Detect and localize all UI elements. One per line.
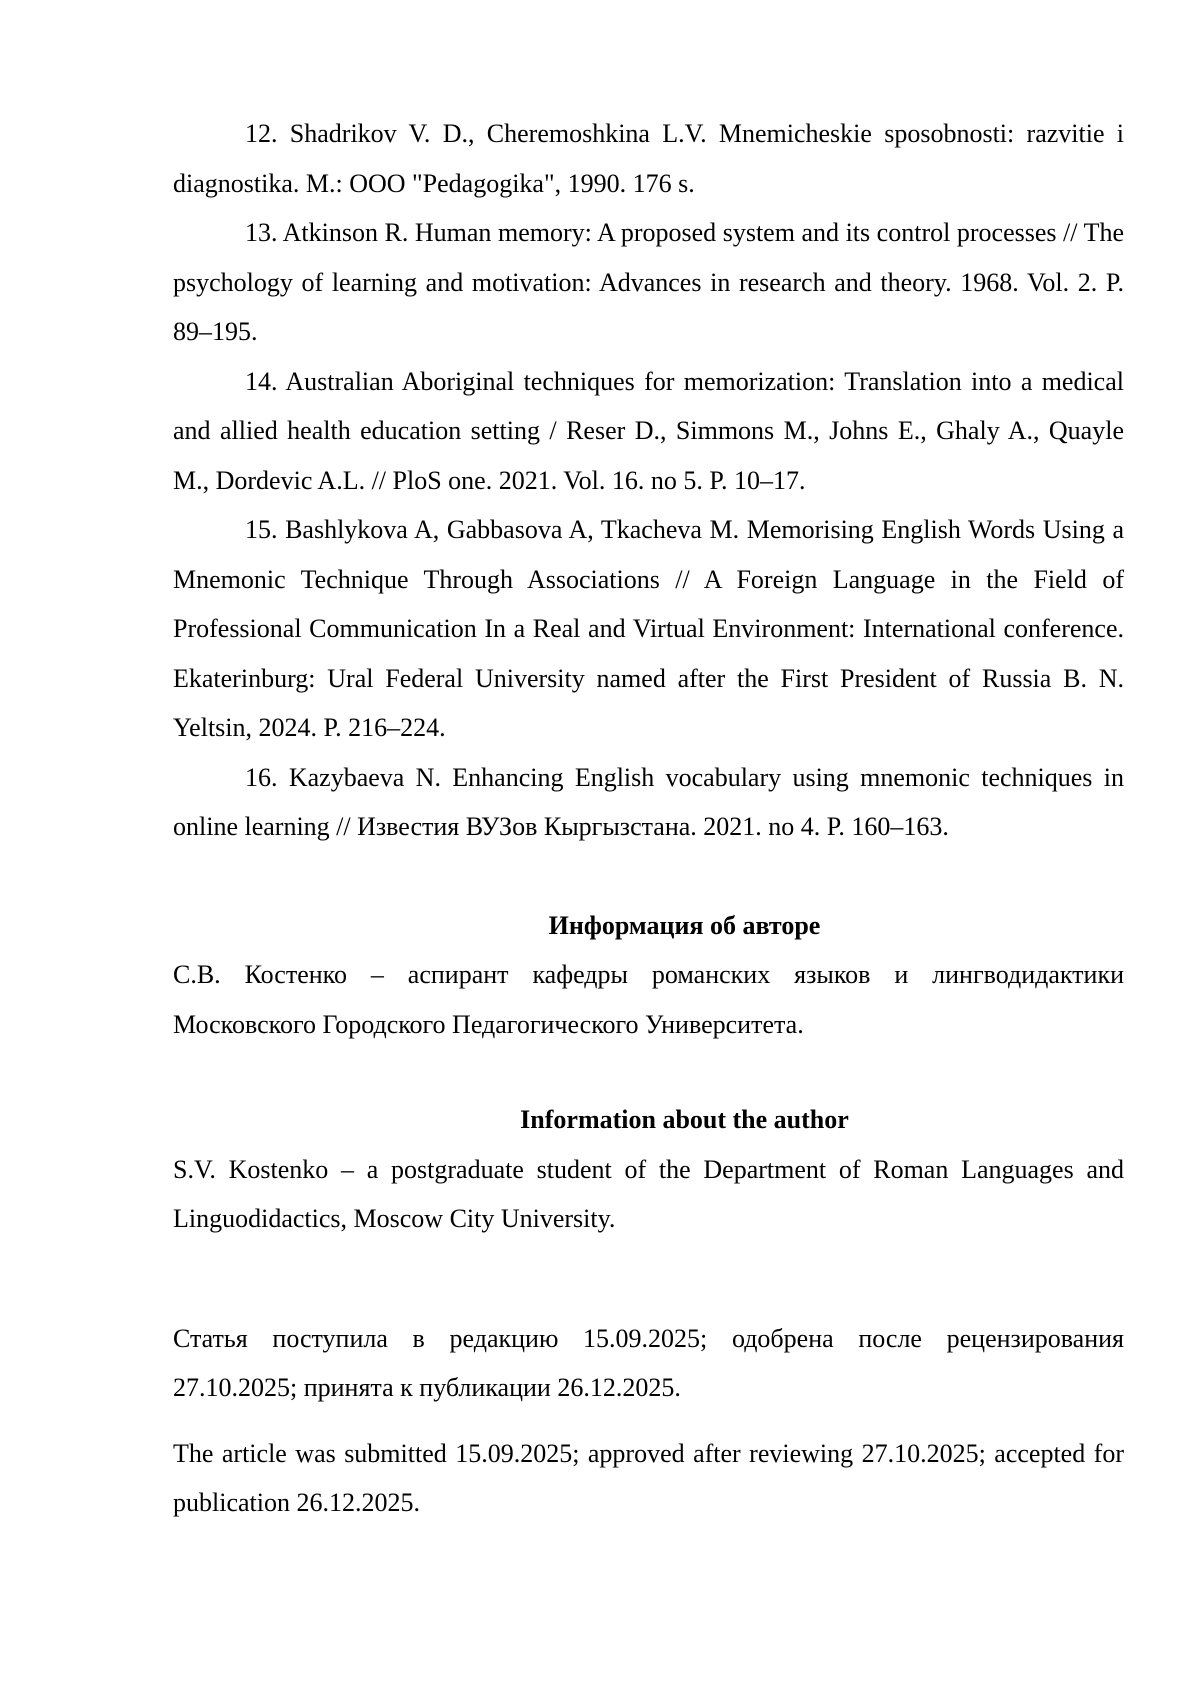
author-info-en-heading: Information about the author [520,1105,849,1134]
reference-item-16: 16. Kazybaeva N. Enhancing English vocabulary using mnemonic techniques in online learning // Известия ВУЗов Кыргызстана. 2021. no 4. P. 160–163. [173,762,1124,841]
author-info-en [173,1095,1124,1244]
author-info-en-text: S.V. Kostenko – a postgraduate student of the Department of Roman Languages and Linguodidactics, Moscow City University. [173,1154,1124,1233]
author-info-ru-heading: Информация об авторе [548,910,821,940]
reference-list [173,109,1124,852]
author-info-ru [173,901,1124,1050]
author-info-ru-text: С.В. Костенко – аспирант кафедры романских языков и лингводидактики Московского Городского Педагогического Университета. [173,960,1124,1039]
reference-item-14: 14. Australian Aboriginal techniques for memorization: Translation into a medical and allied health education setting / Reser D., Simmons M., Johns E., Ghaly A., Quayle M., Dordevic A.L. // PloS one. 2021. Vol. 16. no 5. P. 10–17. [173,366,1124,495]
reference-item-13: 13. Atkinson R. Human memory: A proposed system and its control processes // The psychology of learning and motivation: Advances in research and theory. 1968. Vol. 2. P. 89–195. [173,218,1124,346]
article-dates-ru: Статья поступила в редакцию 15.09.2025; одобрена после рецензирования 27.10.2025; принята к публикации 26.12.2025. [173,1323,1124,1402]
reference-item-15: 15. Bashlykova A, Gabbasova A, Tkacheva M. Memorising English Words Using a Mnemonic Technique Through Associations // A Foreign Language in the Field of Professional Communication In a Real and Virtual Environment: International conference. Ekaterinburg: Ural Federal University named after the First President of Russia B. N. Yeltsin, 2024. P. 216–224. [173,515,1124,742]
reference-item-12: 12. Shadrikov V. D., Cheremoshkina L.V. Mnemicheskie sposobnosti: razvitie i diagnostika. M.: OOO "Pedagogika", 1990. 176 s. [173,119,1124,198]
article-dates-en: The article was submitted 15.09.2025; approved after reviewing 27.10.2025; accepted for publication 26.12.2025. [173,1438,1124,1517]
document-page [173,109,1124,1528]
